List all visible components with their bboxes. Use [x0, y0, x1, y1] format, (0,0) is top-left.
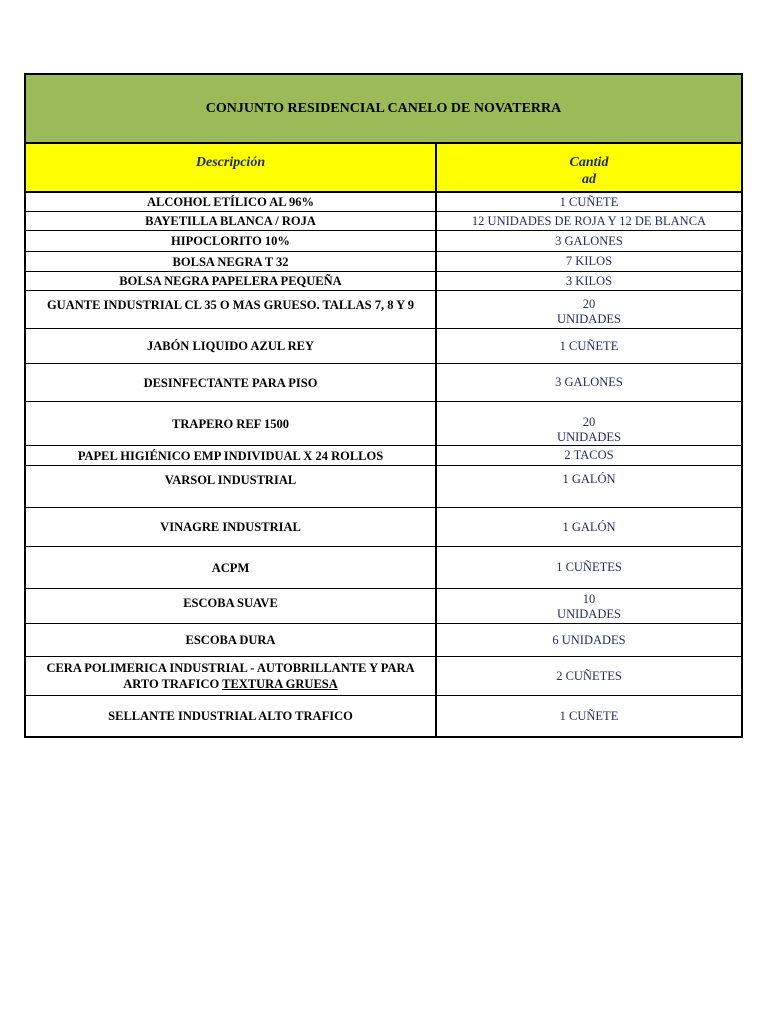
row-description: ACPM [26, 547, 437, 588]
row-description-line1: CERA POLIMERICA INDUSTRIAL - AUTOBRILLANTE Y PARA [46, 661, 415, 675]
row-description: VARSOL INDUSTRIAL [26, 466, 437, 507]
row-quantity: 1 GALÓN [562, 519, 616, 534]
row-quantity: 2 CUÑETES [556, 668, 622, 683]
table-row [26, 589, 741, 624]
row-quantity-line1: 10 [582, 592, 596, 606]
row-description: DESINFECTANTE PARA PISO [26, 364, 437, 401]
row-quantity-line2: UNIDADES [557, 429, 621, 444]
table-row [26, 231, 741, 252]
row-description: PAPEL HIGIÉNICO EMP INDIVIDUAL X 24 ROLLOS [26, 446, 437, 465]
row-quantity: 1 CUÑETE [559, 194, 619, 209]
table-row [26, 696, 741, 736]
row-quantity: 7 KILOS [565, 254, 613, 268]
row-quantity: 1 CUÑETE [559, 708, 619, 723]
row-description: ESCOBA DURA [26, 624, 437, 656]
row-description-line2b: TEXTURA GRUESA [222, 677, 338, 691]
row-description: VINAGRE INDUSTRIAL [26, 508, 437, 546]
row-description: BOLSA NEGRA PAPELERA PEQUEÑA [26, 272, 437, 290]
header-quantity [437, 144, 741, 191]
table-row [26, 446, 741, 466]
table-row [26, 291, 741, 329]
row-description: SELLANTE INDUSTRIAL ALTO TRAFICO [26, 696, 437, 736]
table-row [26, 466, 741, 508]
table-row [26, 329, 741, 364]
row-description: HIPOCLORITO 10% [26, 231, 437, 251]
row-description: JABÓN LIQUIDO AZUL REY [26, 329, 437, 363]
row-quantity: 1 CUÑETE [559, 338, 619, 353]
header-quantity-line2: ad [582, 172, 596, 187]
table-title-text: CONJUNTO RESIDENCIAL CANELO DE NOVATERRA [205, 100, 562, 116]
table-title [26, 75, 741, 144]
row-quantity-line2: UNIDADES [557, 607, 621, 621]
header-row [26, 144, 741, 193]
row-quantity: 1 CUÑETES [556, 560, 622, 574]
row-quantity: 3 GALONES [555, 233, 623, 248]
table-row [26, 364, 741, 402]
table-row [26, 508, 741, 547]
row-quantity-line2: UNIDADES [557, 312, 621, 326]
supply-table [24, 73, 743, 738]
row-description-line2a: ARTO TRAFICO [123, 677, 223, 691]
table-row [26, 547, 741, 589]
row-quantity: 6 UNIDADES [552, 632, 626, 647]
row-quantity [437, 402, 741, 445]
row-quantity [437, 589, 741, 623]
row-description: ALCOHOL ETÍLICO AL 96% [26, 193, 437, 211]
table-row [26, 252, 741, 272]
header-description: Descripción [26, 144, 437, 191]
row-quantity [437, 291, 741, 328]
row-quantity: 3 GALONES [555, 375, 623, 389]
row-description [26, 657, 437, 695]
row-quantity: 1 GALÓN [562, 472, 616, 486]
table-row [26, 624, 741, 657]
row-description: ESCOBA SUAVE [26, 589, 437, 623]
table-row [26, 657, 741, 696]
table-row [26, 212, 741, 231]
row-description: TRAPERO REF 1500 [26, 402, 437, 445]
row-description: BOLSA NEGRA T 32 [26, 252, 437, 271]
row-description: BAYETILLA BLANCA / ROJA [26, 212, 437, 230]
table-row [26, 193, 741, 212]
row-quantity-line1: 20 [582, 414, 596, 429]
row-quantity-line1: 20 [582, 297, 596, 311]
row-quantity: 12 UNIDADES DE ROJA Y 12 DE BLANCA [471, 213, 707, 228]
table-row [26, 272, 741, 291]
row-quantity: 3 KILOS [565, 273, 613, 288]
row-quantity: 2 TACOS [564, 448, 614, 462]
row-description: GUANTE INDUSTRIAL CL 35 O MAS GRUESO. TALLAS 7, 8 Y 9 [26, 291, 437, 328]
table-row [26, 402, 741, 446]
header-quantity-line1: Cantid [569, 155, 609, 170]
